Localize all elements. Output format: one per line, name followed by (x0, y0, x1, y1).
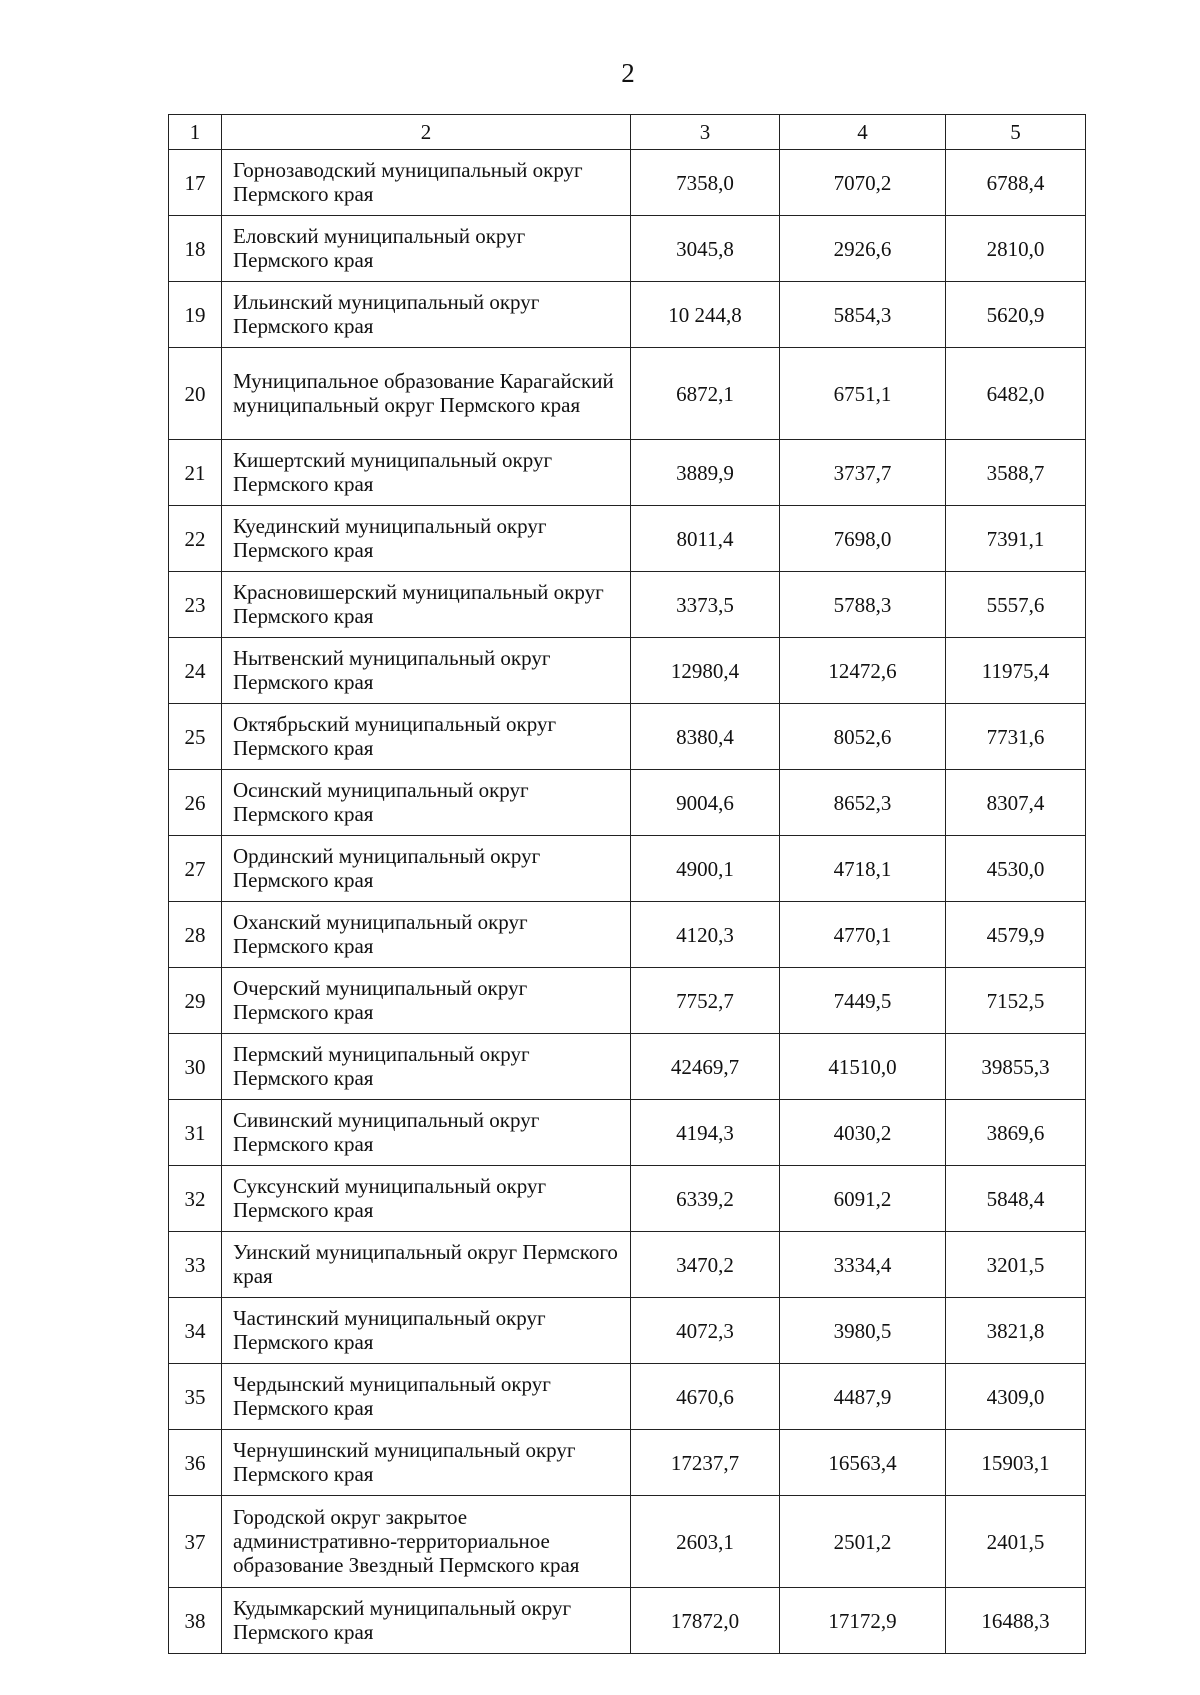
value-column-4: 3980,5 (780, 1298, 946, 1364)
table-row (169, 1166, 1086, 1232)
value-column-4: 4487,9 (780, 1364, 946, 1430)
value-column-3: 3889,9 (631, 440, 780, 506)
municipality-name: Пермский муниципальный округ Пермского края (222, 1034, 631, 1100)
municipality-name: Ординский муниципальный округ Пермского края (222, 836, 631, 902)
table-row (169, 1034, 1086, 1100)
municipality-name: Нытвенский муниципальный округ Пермского края (222, 638, 631, 704)
value-column-4: 7698,0 (780, 506, 946, 572)
row-number: 29 (169, 968, 222, 1034)
value-column-4: 7070,2 (780, 150, 946, 216)
value-column-5: 4309,0 (946, 1364, 1086, 1430)
table-row (169, 440, 1086, 506)
municipality-name: Чернушинский муниципальный округ Пермского края (222, 1430, 631, 1496)
value-column-4: 8652,3 (780, 770, 946, 836)
value-column-3: 4072,3 (631, 1298, 780, 1364)
table-row (169, 1232, 1086, 1298)
row-number: 34 (169, 1298, 222, 1364)
table-row (169, 836, 1086, 902)
municipality-name: Муниципальное образование Карагайский муниципальный округ Пермского края (222, 348, 631, 440)
value-column-3: 8380,4 (631, 704, 780, 770)
row-number: 19 (169, 282, 222, 348)
value-column-3: 10 244,8 (631, 282, 780, 348)
value-column-4: 2926,6 (780, 216, 946, 282)
table-row (169, 1364, 1086, 1430)
municipality-name: Уинский муниципальный округ Пермского края (222, 1232, 631, 1298)
value-column-3: 4194,3 (631, 1100, 780, 1166)
row-number: 35 (169, 1364, 222, 1430)
value-column-3: 4120,3 (631, 902, 780, 968)
column-header-5: 5 (946, 115, 1086, 150)
row-number: 18 (169, 216, 222, 282)
table-row (169, 572, 1086, 638)
table-body (169, 150, 1086, 1654)
value-column-4: 6091,2 (780, 1166, 946, 1232)
municipality-name: Кудымкарский муниципальный округ Пермского края (222, 1588, 631, 1654)
value-column-5: 11975,4 (946, 638, 1086, 704)
row-number: 33 (169, 1232, 222, 1298)
table-row (169, 282, 1086, 348)
table-row (169, 770, 1086, 836)
table-row (169, 968, 1086, 1034)
value-column-3: 7752,7 (631, 968, 780, 1034)
value-column-3: 4900,1 (631, 836, 780, 902)
row-number: 28 (169, 902, 222, 968)
municipality-name: Еловский муниципальный округ Пермского края (222, 216, 631, 282)
municipality-name: Чердынский муниципальный округ Пермского края (222, 1364, 631, 1430)
table-header-row (169, 115, 1086, 150)
table-row (169, 1100, 1086, 1166)
value-column-5: 4530,0 (946, 836, 1086, 902)
municipality-name: Куединский муниципальный округ Пермского края (222, 506, 631, 572)
value-column-4: 3737,7 (780, 440, 946, 506)
value-column-3: 17872,0 (631, 1588, 780, 1654)
value-column-5: 7731,6 (946, 704, 1086, 770)
value-column-4: 4030,2 (780, 1100, 946, 1166)
value-column-4: 6751,1 (780, 348, 946, 440)
row-number: 17 (169, 150, 222, 216)
municipality-name: Октябрьский муниципальный округ Пермского края (222, 704, 631, 770)
value-column-5: 6788,4 (946, 150, 1086, 216)
value-column-5: 15903,1 (946, 1430, 1086, 1496)
row-number: 30 (169, 1034, 222, 1100)
municipality-name: Очерский муниципальный округ Пермского края (222, 968, 631, 1034)
value-column-5: 4579,9 (946, 902, 1086, 968)
value-column-3: 9004,6 (631, 770, 780, 836)
value-column-4: 17172,9 (780, 1588, 946, 1654)
column-header-3: 3 (631, 115, 780, 150)
value-column-3: 6339,2 (631, 1166, 780, 1232)
value-column-4: 16563,4 (780, 1430, 946, 1496)
value-column-3: 17237,7 (631, 1430, 780, 1496)
value-column-5: 16488,3 (946, 1588, 1086, 1654)
value-column-3: 8011,4 (631, 506, 780, 572)
table-row (169, 1430, 1086, 1496)
allocation-table (168, 114, 1086, 1654)
value-column-4: 4718,1 (780, 836, 946, 902)
value-column-5: 6482,0 (946, 348, 1086, 440)
municipality-name: Сивинский муниципальный округ Пермского края (222, 1100, 631, 1166)
value-column-4: 12472,6 (780, 638, 946, 704)
municipality-name: Ильинский муниципальный округ Пермского края (222, 282, 631, 348)
value-column-5: 3201,5 (946, 1232, 1086, 1298)
municipality-name: Суксунский муниципальный округ Пермского края (222, 1166, 631, 1232)
row-number: 26 (169, 770, 222, 836)
value-column-3: 4670,6 (631, 1364, 780, 1430)
row-number: 24 (169, 638, 222, 704)
table-row (169, 1588, 1086, 1654)
table-row (169, 216, 1086, 282)
row-number: 31 (169, 1100, 222, 1166)
value-column-3: 6872,1 (631, 348, 780, 440)
value-column-5: 3821,8 (946, 1298, 1086, 1364)
column-header-2: 2 (222, 115, 631, 150)
value-column-3: 3045,8 (631, 216, 780, 282)
table-row (169, 150, 1086, 216)
value-column-5: 7152,5 (946, 968, 1086, 1034)
value-column-4: 8052,6 (780, 704, 946, 770)
value-column-3: 42469,7 (631, 1034, 780, 1100)
municipality-name: Оханский муниципальный округ Пермского края (222, 902, 631, 968)
row-number: 23 (169, 572, 222, 638)
table-row (169, 638, 1086, 704)
column-header-4: 4 (780, 115, 946, 150)
value-column-5: 7391,1 (946, 506, 1086, 572)
row-number: 20 (169, 348, 222, 440)
value-column-4: 7449,5 (780, 968, 946, 1034)
value-column-3: 3470,2 (631, 1232, 780, 1298)
value-column-4: 4770,1 (780, 902, 946, 968)
value-column-4: 5788,3 (780, 572, 946, 638)
municipality-name: Городской округ закрытое административно-территориальное образование Звездный Пермского края (222, 1496, 631, 1588)
municipality-name: Горнозаводский муниципальный округ Пермского края (222, 150, 631, 216)
value-column-5: 5557,6 (946, 572, 1086, 638)
row-number: 22 (169, 506, 222, 572)
value-column-4: 41510,0 (780, 1034, 946, 1100)
value-column-5: 5848,4 (946, 1166, 1086, 1232)
value-column-4: 5854,3 (780, 282, 946, 348)
value-column-3: 2603,1 (631, 1496, 780, 1588)
row-number: 32 (169, 1166, 222, 1232)
value-column-5: 8307,4 (946, 770, 1086, 836)
column-header-1: 1 (169, 115, 222, 150)
value-column-5: 2401,5 (946, 1496, 1086, 1588)
municipality-name: Кишертский муниципальный округ Пермского края (222, 440, 631, 506)
value-column-3: 12980,4 (631, 638, 780, 704)
value-column-3: 7358,0 (631, 150, 780, 216)
row-number: 37 (169, 1496, 222, 1588)
municipality-name: Осинский муниципальный округ Пермского края (222, 770, 631, 836)
table-row (169, 704, 1086, 770)
row-number: 38 (169, 1588, 222, 1654)
value-column-5: 3869,6 (946, 1100, 1086, 1166)
value-column-5: 39855,3 (946, 1034, 1086, 1100)
municipality-name: Частинский муниципальный округ Пермского края (222, 1298, 631, 1364)
row-number: 25 (169, 704, 222, 770)
value-column-4: 3334,4 (780, 1232, 946, 1298)
table-row (169, 506, 1086, 572)
row-number: 21 (169, 440, 222, 506)
table-row (169, 1496, 1086, 1588)
value-column-4: 2501,2 (780, 1496, 946, 1588)
row-number: 27 (169, 836, 222, 902)
value-column-5: 2810,0 (946, 216, 1086, 282)
value-column-5: 3588,7 (946, 440, 1086, 506)
municipality-name: Красновишерский муниципальный округ Пермского края (222, 572, 631, 638)
value-column-3: 3373,5 (631, 572, 780, 638)
table-row (169, 348, 1086, 440)
table-row (169, 1298, 1086, 1364)
table-row (169, 902, 1086, 968)
page-number: 2 (621, 58, 635, 88)
row-number: 36 (169, 1430, 222, 1496)
value-column-5: 5620,9 (946, 282, 1086, 348)
